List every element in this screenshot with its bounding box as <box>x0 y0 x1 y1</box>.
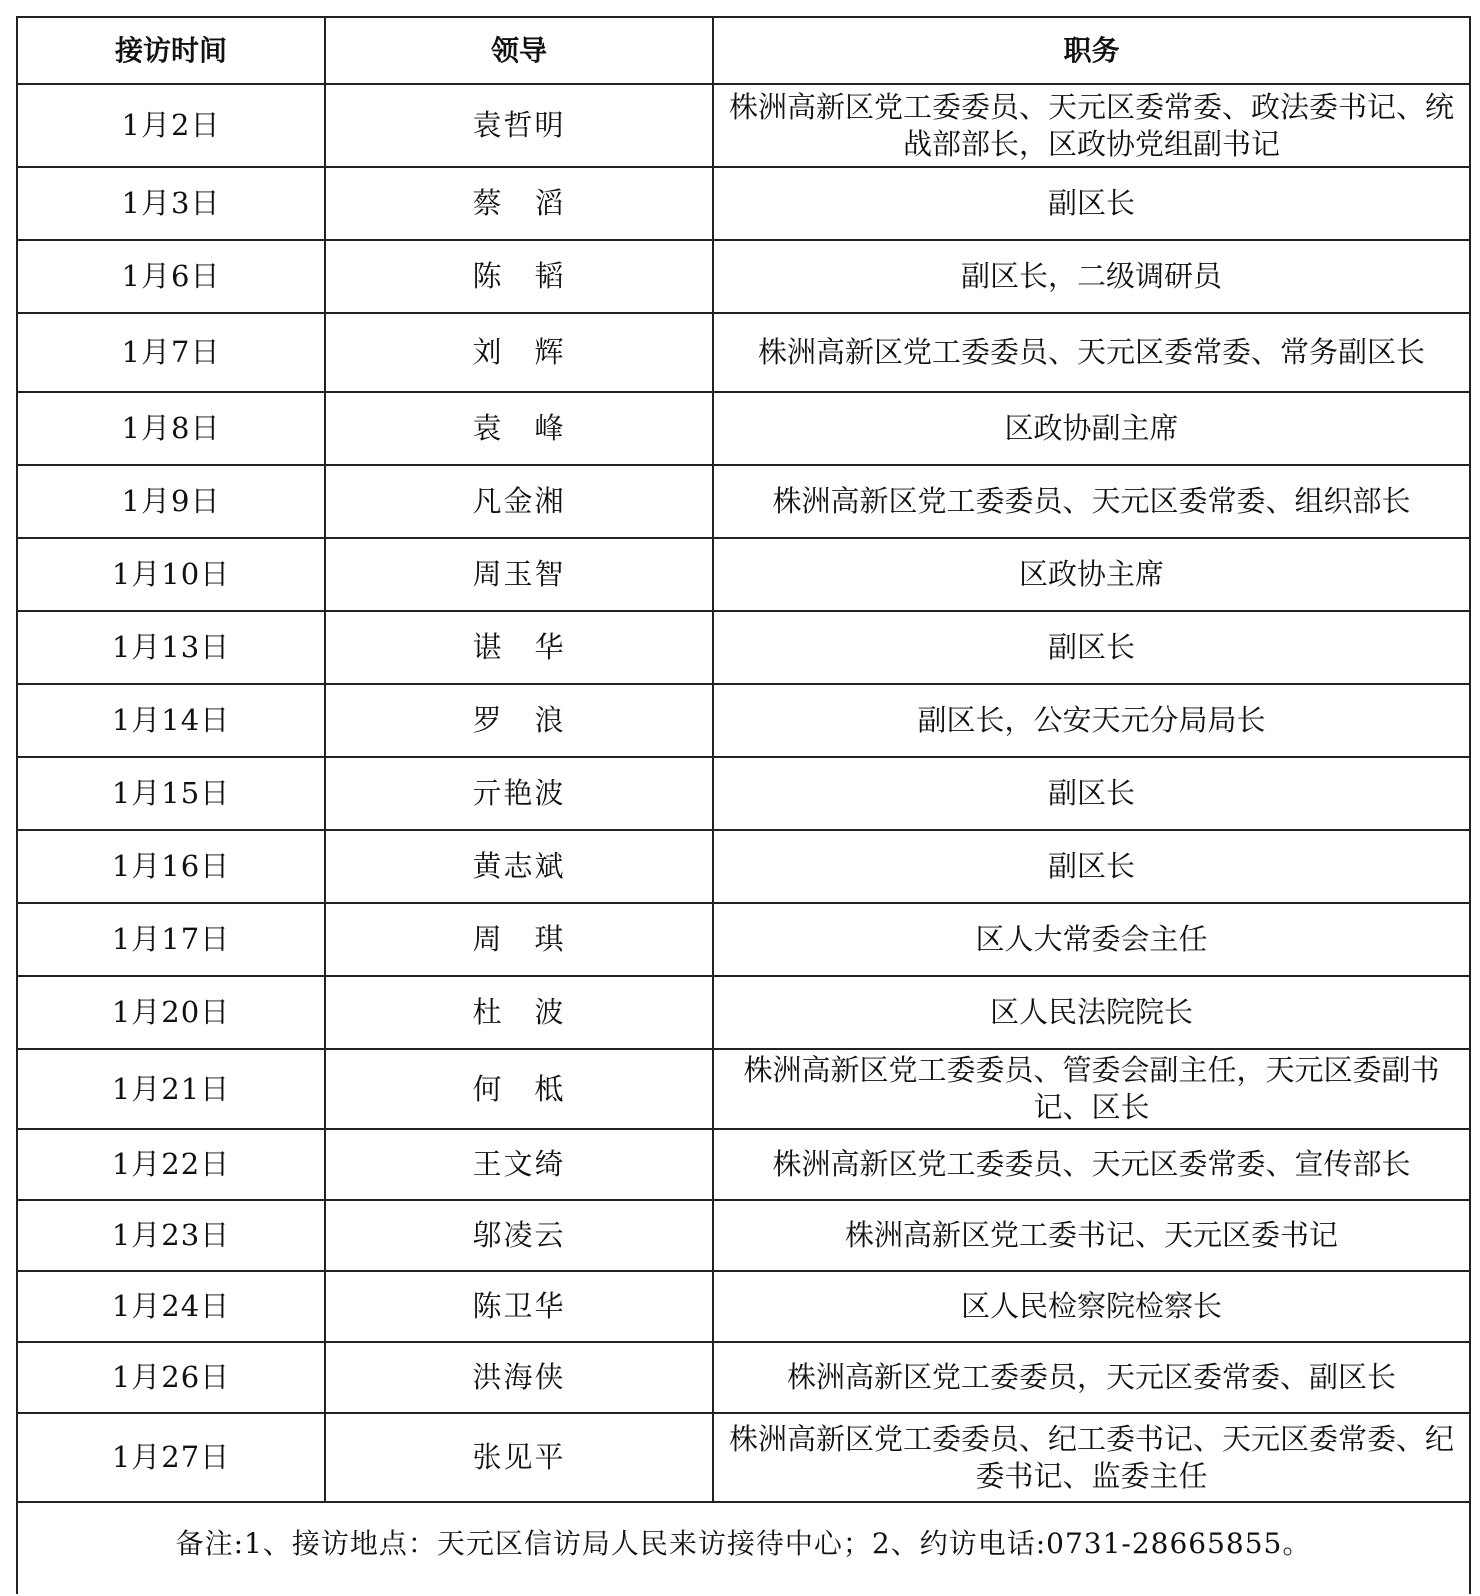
cell-leader: 邬凌云 <box>325 1200 713 1271</box>
cell-position: 株洲高新区党工委委员、天元区委常委、政法委书记、统战部部长，区政协党组副书记 <box>713 84 1469 167</box>
cell-position: 株洲高新区党工委委员、纪工委书记、天元区委常委、纪委书记、监委主任 <box>713 1413 1469 1502</box>
table-row <box>18 903 1469 976</box>
table-row <box>18 465 1469 538</box>
cell-position: 副区长，二级调研员 <box>713 240 1469 313</box>
cell-leader: 黄志斌 <box>325 830 713 903</box>
cell-leader: 袁哲明 <box>325 84 713 167</box>
cell-position: 株洲高新区党工委委员、天元区委常委、宣传部长 <box>713 1129 1469 1200</box>
cell-position: 株洲高新区党工委委员、管委会副主任，天元区委副书记、区长 <box>713 1049 1469 1129</box>
cell-position: 区政协主席 <box>713 538 1469 611</box>
cell-date: 1月15日 <box>18 757 325 830</box>
table-row <box>18 757 1469 830</box>
cell-position: 副区长 <box>713 167 1469 240</box>
cell-position: 区人大常委会主任 <box>713 903 1469 976</box>
cell-leader: 凡金湘 <box>325 465 713 538</box>
table-row <box>18 684 1469 757</box>
cell-position: 区政协副主席 <box>713 392 1469 465</box>
cell-position: 株洲高新区党工委委员、天元区委常委、常务副区长 <box>713 313 1469 392</box>
cell-leader: 陈卫华 <box>325 1271 713 1342</box>
table-row <box>18 538 1469 611</box>
cell-date: 1月3日 <box>18 167 325 240</box>
header-position: 职务 <box>713 18 1469 84</box>
cell-position: 区人民检察院检察长 <box>713 1271 1469 1342</box>
table-row <box>18 84 1469 167</box>
cell-date: 1月22日 <box>18 1129 325 1200</box>
cell-date: 1月6日 <box>18 240 325 313</box>
cell-date: 1月17日 <box>18 903 325 976</box>
cell-date: 1月9日 <box>18 465 325 538</box>
table-row <box>18 830 1469 903</box>
cell-date: 1月8日 <box>18 392 325 465</box>
table-row <box>18 1413 1469 1502</box>
cell-date: 1月16日 <box>18 830 325 903</box>
footnote: 备注:1、接访地点：天元区信访局人民来访接待中心；2、约访电话:0731-28665855。 <box>175 1527 1312 1560</box>
cell-leader: 蔡 滔 <box>325 167 713 240</box>
table-row <box>18 240 1469 313</box>
table-row <box>18 976 1469 1049</box>
cell-date: 1月7日 <box>18 313 325 392</box>
table-row <box>18 1049 1469 1129</box>
table-row <box>18 1129 1469 1200</box>
cell-leader: 王文绮 <box>325 1129 713 1200</box>
cell-position: 副区长，公安天元分局局长 <box>713 684 1469 757</box>
table-row <box>18 611 1469 684</box>
cell-leader: 何 柢 <box>325 1049 713 1129</box>
table-row <box>18 1271 1469 1342</box>
table-row <box>18 313 1469 392</box>
cell-position: 株洲高新区党工委书记、天元区委书记 <box>713 1200 1469 1271</box>
cell-date: 1月23日 <box>18 1200 325 1271</box>
reception-schedule-table <box>18 18 1469 1503</box>
cell-leader: 刘 辉 <box>325 313 713 392</box>
cell-date: 1月21日 <box>18 1049 325 1129</box>
cell-leader: 洪海侠 <box>325 1342 713 1413</box>
cell-position: 副区长 <box>713 830 1469 903</box>
cell-leader: 谌 华 <box>325 611 713 684</box>
header-leader: 领导 <box>325 18 713 84</box>
cell-date: 1月2日 <box>18 84 325 167</box>
cell-leader: 张见平 <box>325 1413 713 1502</box>
cell-date: 1月10日 <box>18 538 325 611</box>
cell-leader: 周玉智 <box>325 538 713 611</box>
cell-date: 1月27日 <box>18 1413 325 1502</box>
cell-date: 1月26日 <box>18 1342 325 1413</box>
cell-position: 副区长 <box>713 757 1469 830</box>
cell-leader: 杜 波 <box>325 976 713 1049</box>
cell-date: 1月20日 <box>18 976 325 1049</box>
table-row <box>18 392 1469 465</box>
header-reception-time: 接访时间 <box>18 18 325 84</box>
cell-position: 株洲高新区党工委委员，天元区委常委、副区长 <box>713 1342 1469 1413</box>
cell-leader: 罗 浪 <box>325 684 713 757</box>
cell-leader: 袁 峰 <box>325 392 713 465</box>
table-row <box>18 167 1469 240</box>
schedule-sheet <box>16 16 1471 1594</box>
cell-position: 区人民法院院长 <box>713 976 1469 1049</box>
cell-leader: 陈 韬 <box>325 240 713 313</box>
table-header-row <box>18 18 1469 84</box>
cell-leader: 周 琪 <box>325 903 713 976</box>
cell-position: 副区长 <box>713 611 1469 684</box>
cell-date: 1月24日 <box>18 1271 325 1342</box>
cell-date: 1月14日 <box>18 684 325 757</box>
cell-position: 株洲高新区党工委委员、天元区委常委、组织部长 <box>713 465 1469 538</box>
table-row <box>18 1342 1469 1413</box>
table-row <box>18 1200 1469 1271</box>
cell-leader: 亓艳波 <box>325 757 713 830</box>
cell-date: 1月13日 <box>18 611 325 684</box>
